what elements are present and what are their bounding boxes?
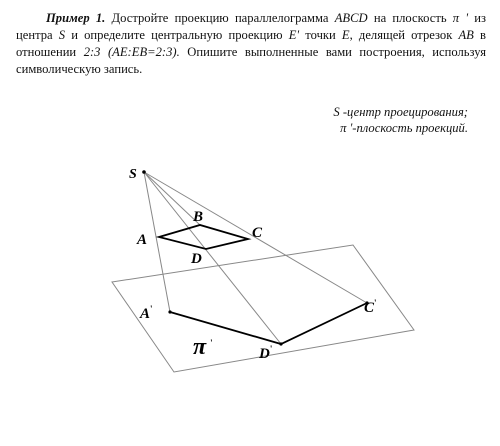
center-symbol: S bbox=[58, 28, 66, 42]
point-d-prime bbox=[279, 342, 282, 345]
problem-text: Опишите выполненные вами построения, используя символическую запись. bbox=[16, 45, 486, 76]
label-a-prime: A' bbox=[140, 304, 153, 322]
abcd-symbol: ABCD bbox=[334, 11, 368, 25]
label-b: B bbox=[193, 209, 204, 225]
given-center: S -центр проецирования; bbox=[333, 105, 468, 119]
problem-text: , делящей отрезок bbox=[349, 28, 459, 42]
label-c: C bbox=[252, 225, 263, 241]
label-a: A bbox=[137, 232, 148, 248]
label-s: S bbox=[129, 167, 137, 182]
e-symbol: E bbox=[341, 28, 350, 42]
problem-text: Достройте проекцию параллелограмма bbox=[105, 11, 335, 25]
plane-symbol: π ' bbox=[452, 11, 469, 25]
label-d: D bbox=[191, 251, 202, 267]
point-s bbox=[142, 170, 146, 174]
example-title: Пример 1. bbox=[46, 11, 106, 25]
label-c-prime: C' bbox=[364, 298, 377, 316]
eprime-symbol: E' bbox=[288, 28, 300, 42]
ray-s-d bbox=[144, 172, 281, 344]
problem-text: из центра bbox=[16, 11, 486, 42]
problem-text: на плоскость bbox=[367, 11, 453, 25]
given-plane: π '-плоскость проекций. bbox=[340, 121, 468, 135]
point-a-prime bbox=[168, 310, 171, 313]
label-d-prime: D' bbox=[259, 344, 273, 362]
problem-text: точки bbox=[299, 28, 342, 42]
parallelogram-abcd bbox=[159, 225, 248, 249]
ab-symbol: AB bbox=[458, 28, 474, 42]
problem-text: и определите центральную проекцию bbox=[65, 28, 289, 42]
problem-text: в отношении bbox=[16, 28, 486, 59]
ratio-text: 2:3 (AE:EB=2:3). bbox=[83, 45, 180, 59]
label-pi-prime: π ' bbox=[193, 334, 213, 360]
